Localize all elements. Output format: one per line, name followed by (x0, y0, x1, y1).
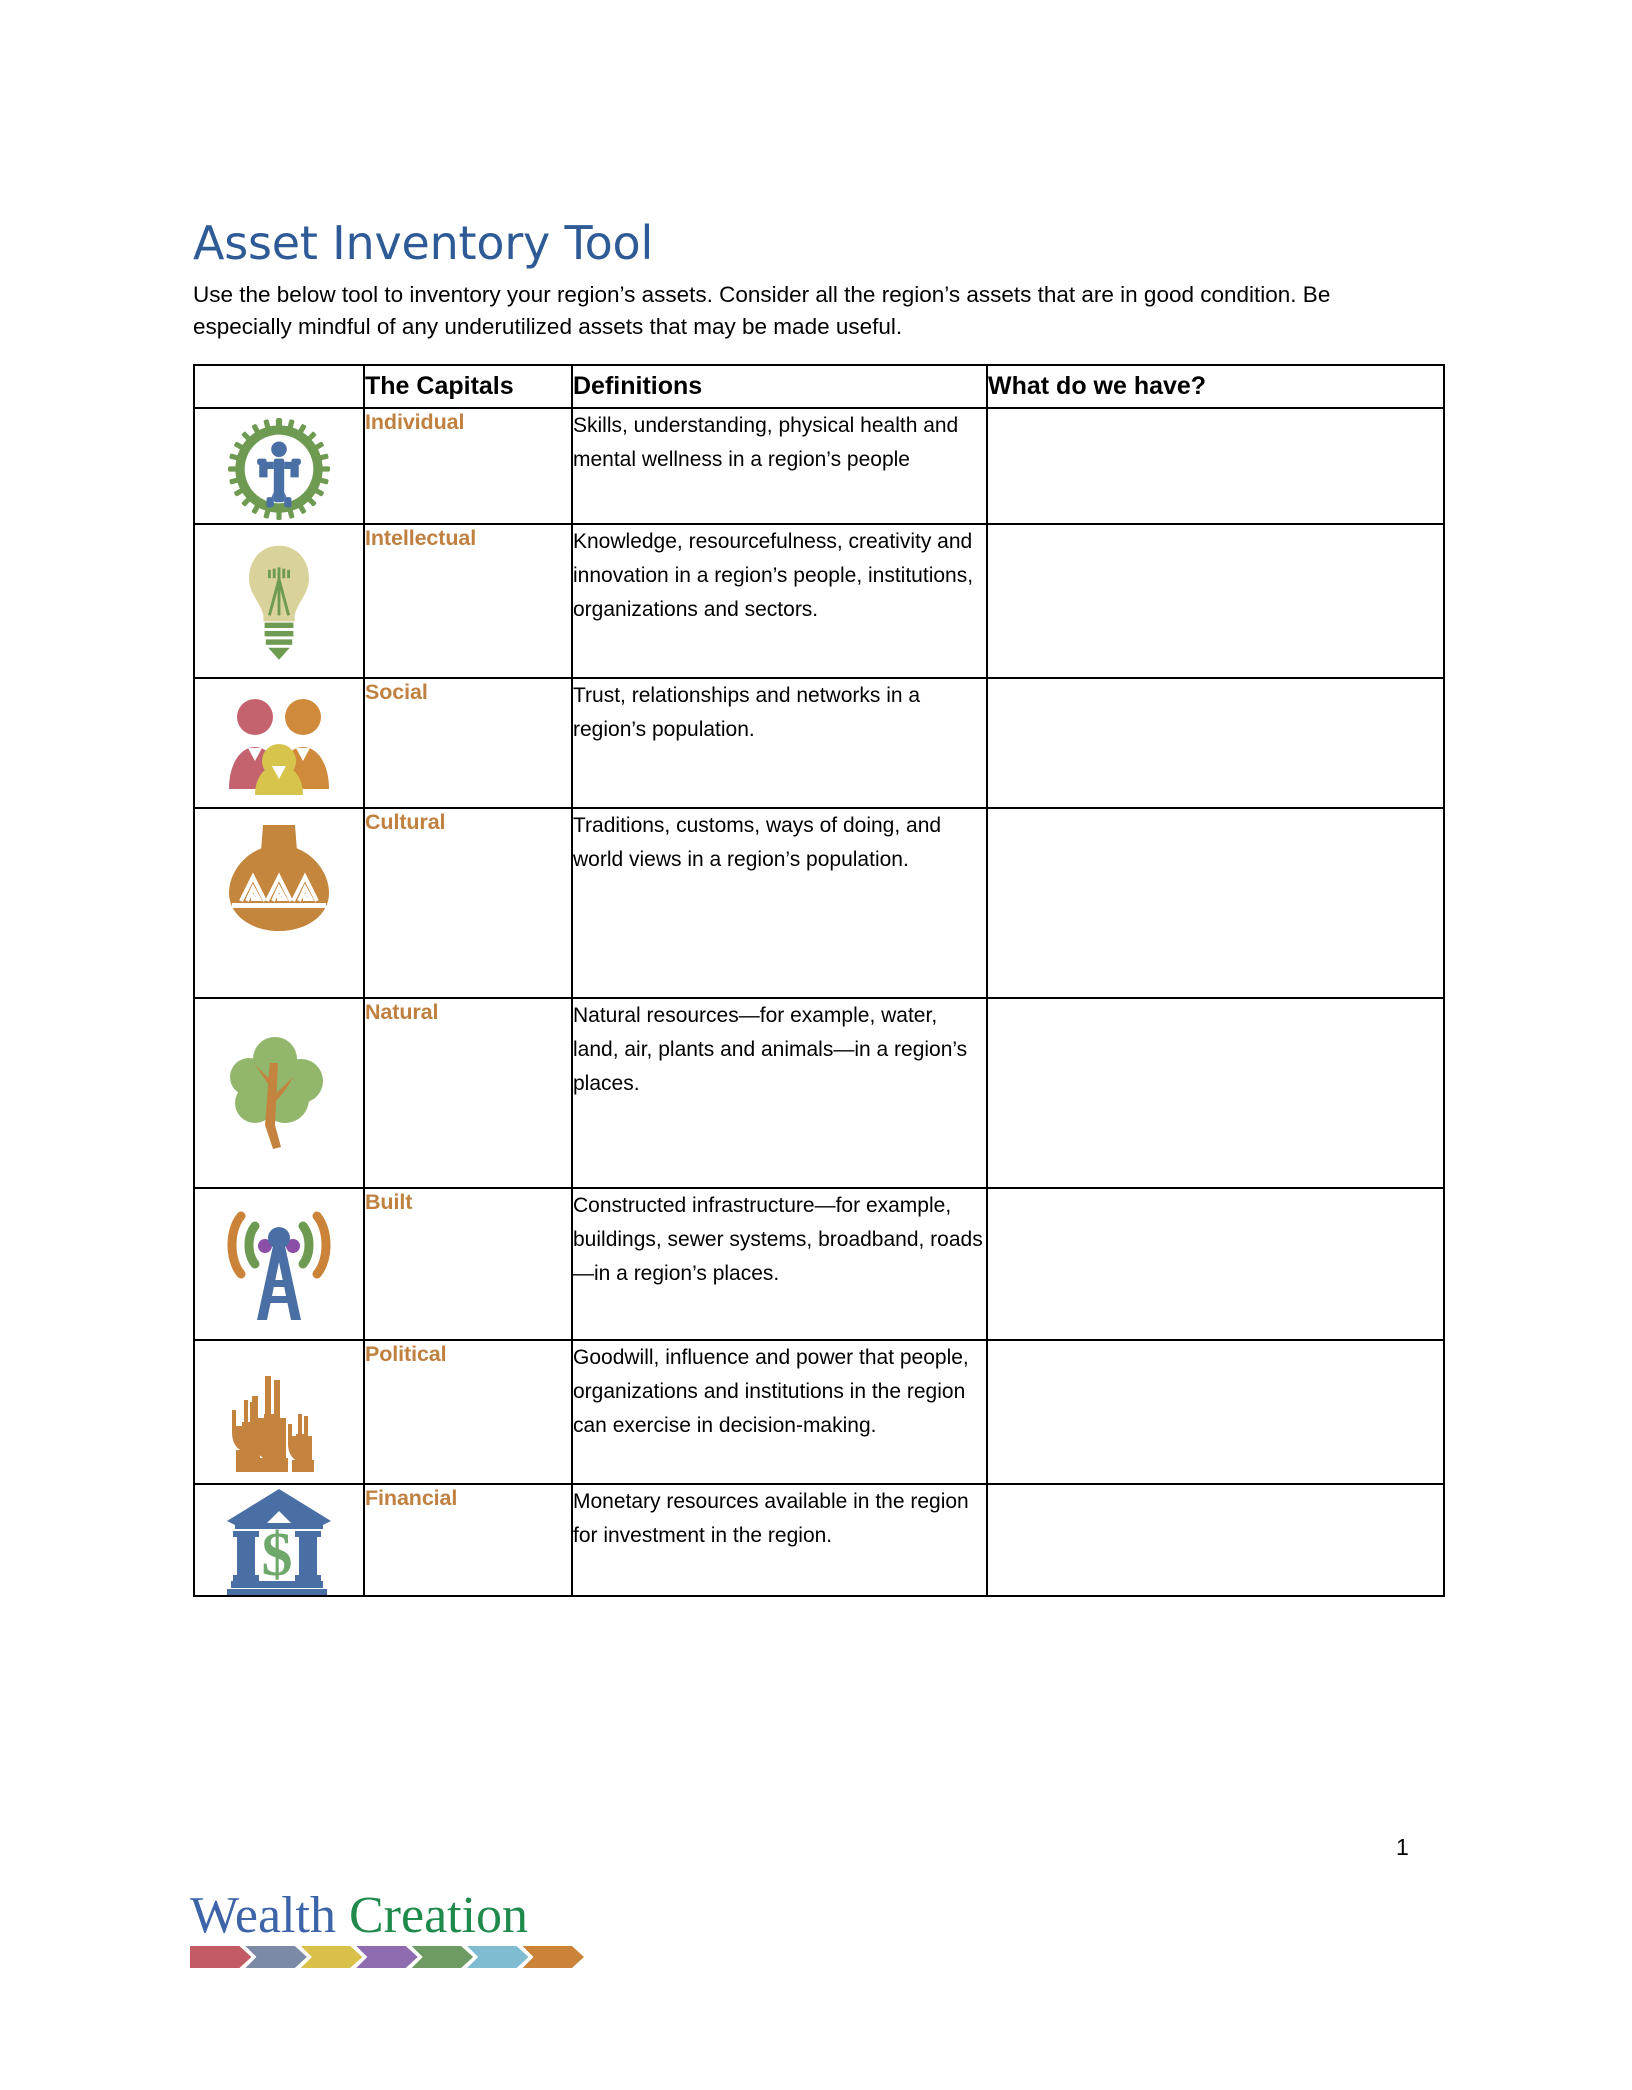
capital-definition: Goodwill, influence and power that people, organizations and institutions in the region can exercise in decision-making. (572, 1340, 987, 1484)
chevron-4 (356, 1946, 417, 1968)
chevron-6 (467, 1946, 528, 1968)
logo-chevron-strip (190, 1946, 578, 1968)
table-row (194, 678, 1444, 808)
icon-cell (194, 1484, 364, 1596)
answer-cell[interactable] (987, 1484, 1444, 1596)
gear-person-icon (195, 409, 363, 521)
wealth-creation-logo (190, 1887, 580, 1968)
capital-name: Intellectual (364, 524, 572, 678)
icon-cell (194, 808, 364, 998)
table-header-row (194, 365, 1444, 408)
table-row (194, 1340, 1444, 1484)
capital-name: Natural (364, 998, 572, 1188)
radio-tower-icon (195, 1189, 363, 1339)
icon-cell (194, 1188, 364, 1340)
icon-cell (194, 678, 364, 808)
chevron-3 (301, 1946, 362, 1968)
asset-inventory-table (193, 364, 1445, 1597)
page-number: 1 (1396, 1834, 1409, 1860)
logo-text (190, 1887, 580, 1944)
chevron-1 (190, 1946, 251, 1968)
page-content (193, 218, 1443, 1597)
bank-dollar-icon (195, 1485, 363, 1595)
icon-cell (194, 998, 364, 1188)
capital-name: Cultural (364, 808, 572, 998)
raised-hands-icon (195, 1341, 363, 1483)
lightbulb-icon (195, 525, 363, 677)
tree-icon (195, 999, 363, 1187)
capital-name: Political (364, 1340, 572, 1484)
logo-word-creation: Creation (348, 1887, 529, 1944)
answer-cell[interactable] (987, 1340, 1444, 1484)
table-row (194, 998, 1444, 1188)
capital-name: Built (364, 1188, 572, 1340)
answer-cell[interactable] (987, 1188, 1444, 1340)
capital-definition: Skills, understanding, physical health and mental wellness in a region’s people (572, 408, 987, 524)
three-people-icon (195, 679, 363, 807)
capital-definition: Traditions, customs, ways of doing, and world views in a region’s population. (572, 808, 987, 998)
header-what-do-we-have: What do we have? (987, 365, 1444, 408)
header-definitions: Definitions (572, 365, 987, 408)
svg-text:$: $ (261, 1520, 293, 1589)
table-row (194, 524, 1444, 678)
capital-definition: Natural resources—for example, water, land, air, plants and animals—in a region’s places. (572, 998, 987, 1188)
table-row (194, 1484, 1444, 1596)
icon-cell (194, 1340, 364, 1484)
answer-cell[interactable] (987, 998, 1444, 1188)
page-title: Asset Inventory Tool (193, 216, 654, 270)
chevron-2 (245, 1946, 306, 1968)
table-row (194, 1188, 1444, 1340)
capital-definition: Trust, relationships and networks in a region’s population. (572, 678, 987, 808)
answer-cell[interactable] (987, 808, 1444, 998)
intro-paragraph: Use the below tool to inventory your region’s assets. Consider all the region’s assets that are in good condition. Be especially mindful of any underutilized assets that may be made useful. (193, 281, 1331, 339)
icon-cell (194, 524, 364, 678)
capital-name: Social (364, 678, 572, 808)
chevron-7 (523, 1946, 584, 1968)
capital-definition: Knowledge, resourcefulness, creativity and innovation in a region’s people, institutions, organizations and sectors. (572, 524, 987, 678)
capital-definition: Constructed infrastructure—for example, buildings, sewer systems, broadband, roads—in a region’s places. (572, 1188, 987, 1340)
chevron-5 (412, 1946, 473, 1968)
answer-cell[interactable] (987, 524, 1444, 678)
capital-name: Individual (364, 408, 572, 524)
logo-word-wealth: Wealth (190, 1887, 336, 1944)
table-row (194, 808, 1444, 998)
pottery-vase-icon (195, 809, 363, 935)
capital-name: Financial (364, 1484, 572, 1596)
header-the-capitals: The Capitals (364, 365, 572, 408)
table-row (194, 408, 1444, 524)
icon-cell (194, 408, 364, 524)
answer-cell[interactable] (987, 408, 1444, 524)
capital-definition: Monetary resources available in the region for investment in the region. (572, 1484, 987, 1596)
header-icon-blank (194, 365, 364, 408)
answer-cell[interactable] (987, 678, 1444, 808)
